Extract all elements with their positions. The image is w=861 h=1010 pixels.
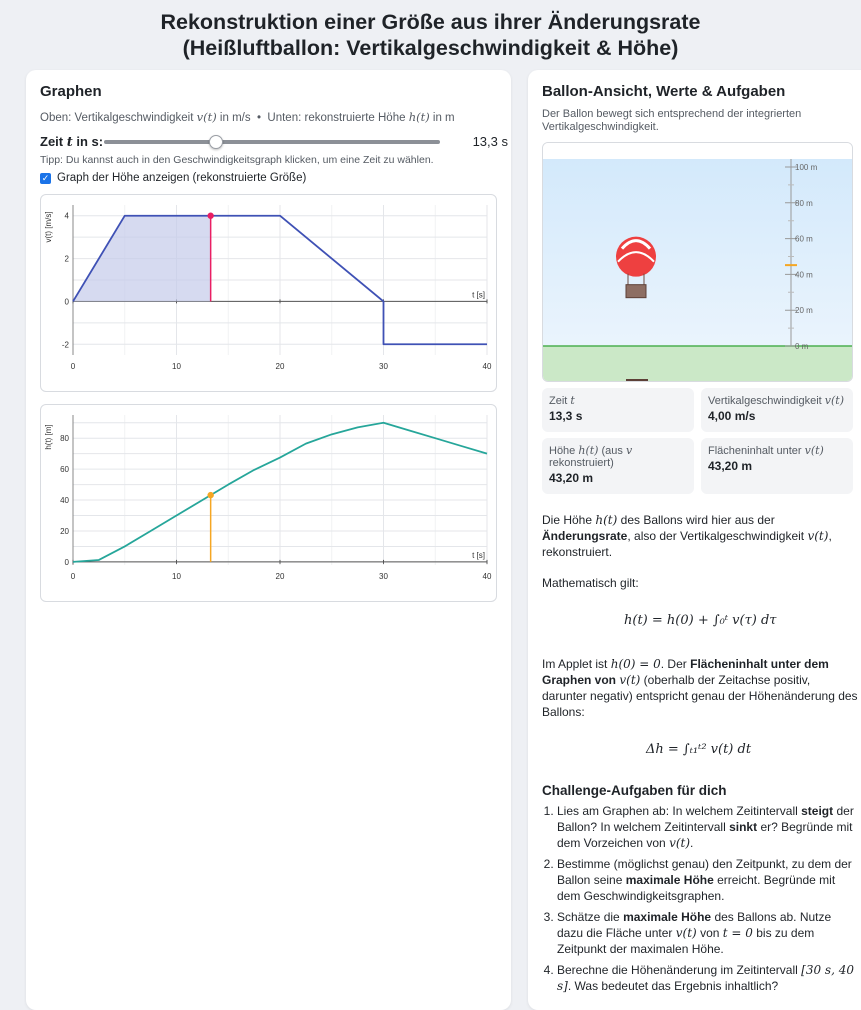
y-tick-label: 80 [60,434,69,444]
slider-label-prefix: Zeit [40,134,64,149]
para1-symbol-v: v(t) [807,529,829,543]
stat-area-value: 43,20 m [708,459,753,473]
task4-a: Berechne die Höhenänderung im Zeitintervall [557,963,798,977]
explanation-paragraph-2: Mathematisch gilt: [542,576,639,590]
task2-bold: maximale Höhe [625,873,714,887]
para1-symbol-h: h(t) [595,513,618,527]
stat-velocity [701,388,853,432]
tasks-heading: Challenge-Aufgaben für dich [542,783,727,798]
subtitle-bottom-text: Unten: rekonstruierte Höhe [267,112,406,124]
height-graph-checkbox[interactable]: ✓ [41,172,50,183]
x-tick-label: 0 [70,572,76,581]
stat-height [542,438,694,494]
scale-label: 40 m [795,270,813,280]
task1-e: . [690,836,694,850]
stat-velocity-value: 4,00 m/s [708,409,756,423]
task1-symbol: v(t) [669,836,691,850]
height-chart [41,405,496,601]
height-graph [40,404,497,602]
para3-bold: Flächeninhalt unter dem Graphen von [542,657,829,687]
stat-time-label: Zeit [549,395,568,407]
velocity-graph[interactable] [40,194,497,392]
stat-time-value: 13,3 s [549,409,583,423]
ground-shadow [626,379,648,382]
task-4 [557,962,860,994]
time-slider-label [40,134,103,150]
task2-a: Bestimme (möglichst genau) den Zeitpunkt, zu dem der Ballon seine [557,857,852,887]
stat-height-symbol: h(t) [578,444,599,457]
x-tick-label: 20 [275,572,285,581]
y-tick-label: 4 [64,211,69,221]
subtitle-top-text: Oben: Vertikalgeschwindigkeit [40,112,194,124]
subtitle-bottom-symbol: h(t) [408,110,430,124]
x-tick-label: 10 [172,572,181,581]
task4-symbol: [30 s, 40 s] [557,963,854,993]
para1-c: , also der Vertikalgeschwindigkeit [627,529,805,543]
x-axis-label: t [s] [472,290,485,300]
subtitle-bottom-unit: in m [432,112,455,124]
para3-c: (oberhalb der Zeitachse positiv, darunter negativ) entspricht genau der Höhenänderung des Ballons: [542,673,858,719]
para3-b: . Der [660,657,687,671]
stat-area [701,438,853,494]
task3-e: bis zu dem Zeitpunkt der maximalen Höhe. [557,926,815,956]
x-tick-label: 40 [482,572,492,581]
page-title-line-2: (Heißluftballon: Vertikalgeschwindigkeit & Höhe) [182,36,679,60]
stat-time [542,388,694,432]
stat-height-value: 43,20 m [549,471,594,485]
balloon-scene [542,142,853,382]
balloon-basket [626,285,646,298]
stat-area-symbol: v(t) [804,444,824,457]
x-tick-label: 30 [379,362,388,371]
y-tick-label: 40 [60,496,69,506]
subtitle-top-symbol: v(t) [196,110,217,124]
para1-a: Die Höhe [542,513,593,527]
task2-c: erreicht. Begründe mit dem Geschwindigkeitsgraphen. [557,873,836,903]
x-tick-label: 30 [379,572,388,581]
task4-b: . Was bedeutet das Ergebnis inhaltlich? [567,979,779,993]
time-slider-thumb[interactable] [209,135,223,149]
x-tick-label: 0 [70,362,76,371]
task1-c: der Ballon? In welchem Zeitintervall [557,804,854,834]
page-title [0,0,861,62]
scale-label: 80 m [795,198,813,208]
stat-velocity-label: Vertikalgeschwindigkeit [708,395,822,407]
graphs-heading: Graphen [40,83,102,100]
balloon-subtitle: Der Ballon bewegt sich entsprechend der integrierten Vertikalgeschwindigkeit. [542,108,802,133]
para1-b: des Ballons wird hier aus der [620,513,775,527]
tasks-list [542,803,860,999]
task-1 [557,803,860,851]
time-slider-row [40,132,508,152]
height-graph-toggle[interactable] [40,172,306,184]
y-axis-label: v(t) [m/s] [44,211,53,243]
graphs-panel [26,70,511,1010]
time-slider[interactable] [104,140,440,144]
y-tick-label: 20 [60,526,69,536]
sky [543,159,853,346]
explanation-paragraph-1 [542,512,858,560]
task-2 [557,856,860,904]
scale-label: 100 m [795,163,818,172]
y-tick-label: -2 [61,340,69,350]
height-graph-checkbox-label: Graph der Höhe anzeigen (rekonstruierte Größe) [57,172,307,184]
task-3 [557,909,860,957]
balloon-scene-canvas [543,143,853,382]
graphs-subtitle [40,110,455,124]
formula-reconstruction: h(t) = h(0) + ∫₀ᵗ v(τ) dτ [624,613,777,628]
scale-label: 0 m [795,342,809,351]
balloon-heading: Ballon-Ansicht, Werte & Aufgaben [542,83,786,100]
x-tick-label: 40 [482,362,492,371]
time-marker-point [207,213,213,219]
time-marker-point [207,492,213,498]
velocity-chart[interactable] [41,195,496,391]
subtitle-separator: • [256,112,262,124]
x-axis-label: t [s] [472,550,485,560]
stat-height-label: Höhe [549,445,576,457]
y-tick-label: 60 [60,465,69,475]
scale-label: 20 m [795,306,813,316]
slider-label-suffix: in s: [76,134,104,149]
subtitle-top-unit: in m/s [219,112,251,124]
tip-text: Tipp: Du kannst auch in den Geschwindigkeitsgraph klicken, um eine Zeit zu wählen. [40,154,434,166]
stat-velocity-symbol: v(t) [824,394,845,407]
para1-d: , rekonstruiert. [542,529,832,559]
task1-d: er? Begründe mit dem Vorzeichen von [557,820,853,850]
time-slider-value: 13,3 s [472,134,508,149]
task3-c: des Ballons ab. Nutze dazu die Fläche unter [557,910,832,940]
task1-a: Lies am Graphen ab: In welchem Zeitintervall [557,804,798,818]
stat-height-suffix-a: (aus [601,445,623,457]
x-tick-label: 20 [275,362,285,371]
y-tick-label: 2 [64,254,69,264]
task3-bold: maximale Höhe [623,910,712,924]
stat-height-suffix-symbol: v [625,444,633,457]
task3-symbol-v: v(t) [675,926,697,940]
y-tick-label: 0 [64,557,69,567]
stat-area-label: Flächeninhalt unter [708,445,802,457]
task1-bold-steigt: steigt [801,804,834,818]
task3-a: Schätze die [557,910,620,924]
explanation-paragraph-3 [542,656,858,720]
para3-symbol-v: v(t) [619,673,641,687]
task3-d: von [700,926,720,940]
x-tick-label: 10 [172,362,181,371]
y-axis-label: h(t) [m] [44,424,53,450]
para3-symbol: h(0) = 0 [610,657,661,671]
para1-bold: Änderungsrate [542,529,628,543]
stat-height-suffix-b: rekonstruiert) [549,457,614,469]
task1-bold-sinkt: sinkt [729,820,758,834]
balloon-panel [528,70,861,1010]
scene-top-margin [543,143,853,159]
formula-height-change: Δh = ∫ₜ₁ᵗ² v(t) dt [646,742,752,757]
ground [543,346,853,382]
page-title-line-1: Rekonstruktion einer Größe aus ihrer Änderungsrate [160,10,701,34]
y-tick-label: 0 [64,297,69,307]
stat-time-symbol: t [570,394,575,407]
slider-label-symbol: t [66,135,73,150]
task3-symbol-t: t = 0 [722,926,753,940]
scale-label: 60 m [795,234,813,244]
para3-a: Im Applet ist [542,657,608,671]
